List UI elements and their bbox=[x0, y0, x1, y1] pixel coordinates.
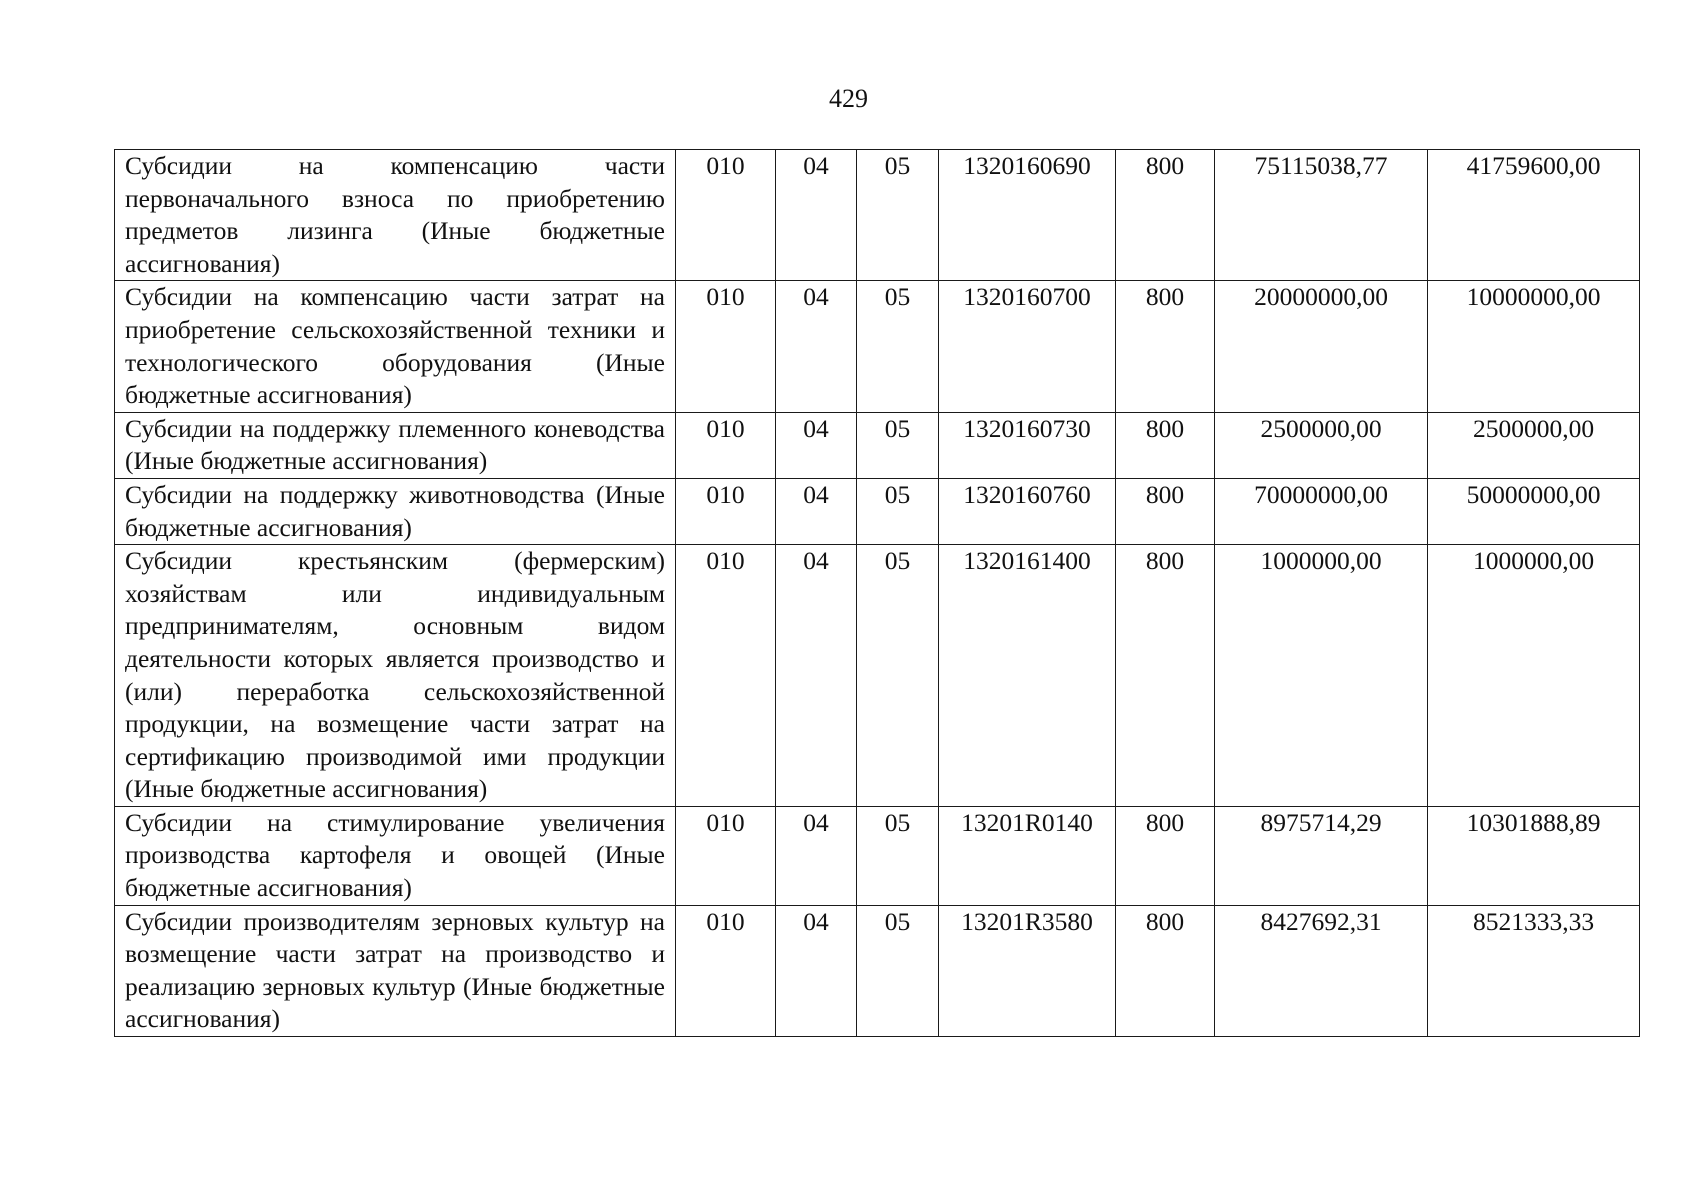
amount-year-2: 41759600,00 bbox=[1428, 150, 1640, 281]
expense-type-code: 800 bbox=[1116, 281, 1215, 412]
budget-table bbox=[114, 149, 1640, 1037]
section-code: 04 bbox=[776, 545, 857, 807]
section-code: 04 bbox=[776, 412, 857, 478]
row-description: Субсидии на компенсацию части затрат на приобретение сельскохозяйственной техники и технологического оборудования (Иные бюджетные ассигнования) bbox=[115, 281, 676, 412]
target-article-code: 13201R3580 bbox=[939, 905, 1116, 1036]
table-row bbox=[115, 905, 1640, 1036]
row-description: Субсидии на поддержку племенного коневодства (Иные бюджетные ассигнования) bbox=[115, 412, 676, 478]
amount-year-1: 2500000,00 bbox=[1215, 412, 1428, 478]
ministry-code: 010 bbox=[676, 905, 776, 1036]
row-description: Субсидии производителям зерновых культур на возмещение части затрат на производство и реализацию зерновых культур (Иные бюджетные ассигнования) bbox=[115, 905, 676, 1036]
ministry-code: 010 bbox=[676, 478, 776, 544]
amount-year-1: 8427692,31 bbox=[1215, 905, 1428, 1036]
section-code: 04 bbox=[776, 478, 857, 544]
subsection-code: 05 bbox=[857, 150, 939, 281]
expense-type-code: 800 bbox=[1116, 545, 1215, 807]
amount-year-2: 1000000,00 bbox=[1428, 545, 1640, 807]
subsection-code: 05 bbox=[857, 281, 939, 412]
expense-type-code: 800 bbox=[1116, 412, 1215, 478]
ministry-code: 010 bbox=[676, 545, 776, 807]
ministry-code: 010 bbox=[676, 806, 776, 905]
expense-type-code: 800 bbox=[1116, 806, 1215, 905]
section-code: 04 bbox=[776, 806, 857, 905]
target-article-code: 13201R0140 bbox=[939, 806, 1116, 905]
target-article-code: 1320160690 bbox=[939, 150, 1116, 281]
section-code: 04 bbox=[776, 281, 857, 412]
amount-year-1: 1000000,00 bbox=[1215, 545, 1428, 807]
target-article-code: 1320160730 bbox=[939, 412, 1116, 478]
target-article-code: 1320161400 bbox=[939, 545, 1116, 807]
amount-year-2: 10000000,00 bbox=[1428, 281, 1640, 412]
table-row bbox=[115, 478, 1640, 544]
ministry-code: 010 bbox=[676, 412, 776, 478]
subsection-code: 05 bbox=[857, 806, 939, 905]
table-row bbox=[115, 545, 1640, 807]
amount-year-2: 10301888,89 bbox=[1428, 806, 1640, 905]
table-row bbox=[115, 412, 1640, 478]
ministry-code: 010 bbox=[676, 150, 776, 281]
row-description: Субсидии на компенсацию части первоначального взноса по приобретению предметов лизинга (Иные бюджетные ассигнования) bbox=[115, 150, 676, 281]
target-article-code: 1320160700 bbox=[939, 281, 1116, 412]
row-description: Субсидии на стимулирование увеличения производства картофеля и овощей (Иные бюджетные ассигнования) bbox=[115, 806, 676, 905]
expense-type-code: 800 bbox=[1116, 478, 1215, 544]
amount-year-1: 20000000,00 bbox=[1215, 281, 1428, 412]
target-article-code: 1320160760 bbox=[939, 478, 1116, 544]
amount-year-2: 2500000,00 bbox=[1428, 412, 1640, 478]
amount-year-1: 70000000,00 bbox=[1215, 478, 1428, 544]
row-description: Субсидии крестьянским (фермерским) хозяйствам или индивидуальным предпринимателям, основным видом деятельности которых является производство и (или) переработка сельскохозяйственной продукции, на возмещение части затрат на сертификацию производимой ими продукции (Иные бюджетные ассигнования) bbox=[115, 545, 676, 807]
expense-type-code: 800 bbox=[1116, 905, 1215, 1036]
table-row bbox=[115, 806, 1640, 905]
subsection-code: 05 bbox=[857, 545, 939, 807]
subsection-code: 05 bbox=[857, 412, 939, 478]
expense-type-code: 800 bbox=[1116, 150, 1215, 281]
amount-year-1: 8975714,29 bbox=[1215, 806, 1428, 905]
amount-year-1: 75115038,77 bbox=[1215, 150, 1428, 281]
table-row bbox=[115, 281, 1640, 412]
section-code: 04 bbox=[776, 905, 857, 1036]
ministry-code: 010 bbox=[676, 281, 776, 412]
row-description: Субсидии на поддержку животноводства (Иные бюджетные ассигнования) bbox=[115, 478, 676, 544]
amount-year-2: 8521333,33 bbox=[1428, 905, 1640, 1036]
section-code: 04 bbox=[776, 150, 857, 281]
table-row bbox=[115, 150, 1640, 281]
subsection-code: 05 bbox=[857, 905, 939, 1036]
subsection-code: 05 bbox=[857, 478, 939, 544]
page-number: 429 bbox=[829, 84, 868, 113]
amount-year-2: 50000000,00 bbox=[1428, 478, 1640, 544]
